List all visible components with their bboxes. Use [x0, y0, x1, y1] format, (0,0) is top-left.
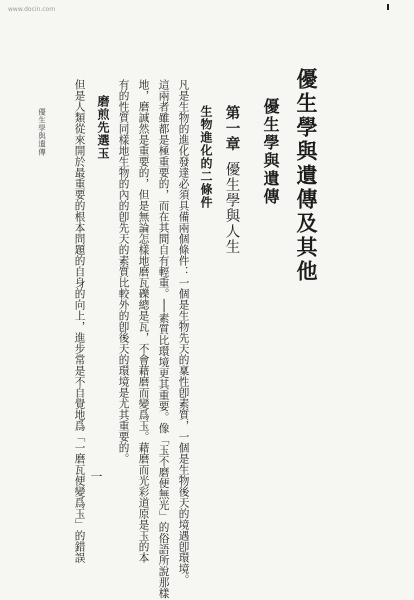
page-number: 一 [89, 470, 103, 482]
paragraph-3: 地，磨誠然是重要的，但是無論怎樣地磨瓦礫總是瓦，不會藉磨而變爲玉。藉磨而光彩道原是玉的本 [137, 79, 150, 563]
edge-mark-top [387, 4, 389, 10]
paragraph-4: 有的性質同樣地生物的內的卽先天的素質比較外的卽後天的環境是尤其重要的。 [117, 79, 130, 464]
paragraph-5: 但是人類從來開於最重要的根本問題的自身的向上，進步常是不自覺地爲「一磨瓦便變爲玉」的錯誤 [73, 79, 86, 563]
essay-title: 優生學與遺傳 [261, 98, 280, 206]
running-header: 優生學與遺傳 [37, 108, 47, 156]
watermark-text: www.docin.com [8, 6, 56, 13]
chapter-title: 優生學與人生 [223, 161, 240, 255]
section-heading-jade: 磨煎先選玉 [96, 95, 110, 160]
chapter-number: 第一章 [223, 105, 241, 152]
paragraph-1: 凡是生物的進化發達必須具備兩個條件：一個是生物先天的稟性卽素質，一個是生物後天的境遇卽環境。 [177, 79, 190, 585]
paragraph-2: 這兩者雖都是極重要的，而在其間自有輕重。──素質比環境更其重要。像「玉不磨便無光」的俗語所說那樣 [157, 79, 170, 599]
section-heading-evolution: 生物進化的二條件 [199, 105, 213, 209]
chapter-heading [224, 105, 239, 255]
book-title: 優生學與遺傳及其他 [294, 68, 319, 284]
